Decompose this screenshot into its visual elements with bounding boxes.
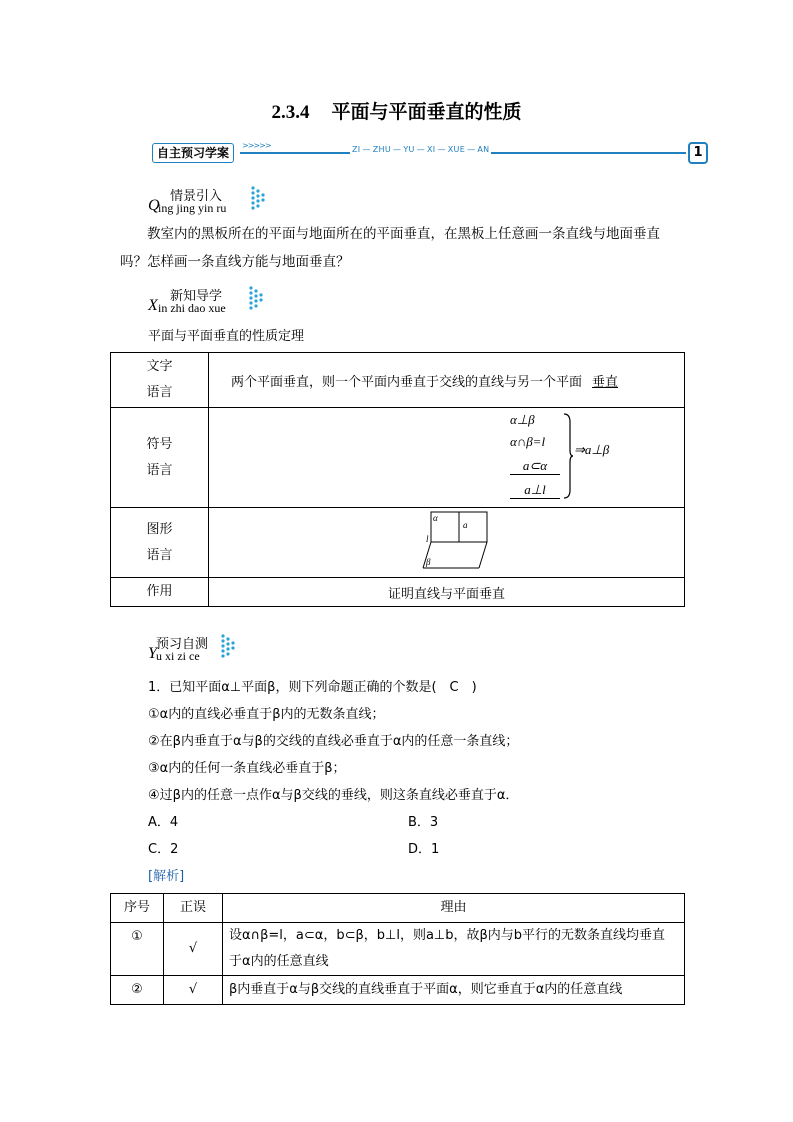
- header-reason: 理由: [223, 894, 685, 923]
- row-label: 文字 语言: [111, 353, 209, 408]
- answer-blank: 垂直: [592, 374, 619, 390]
- option-a: A．4: [148, 815, 179, 830]
- condition-3: a⊂α: [510, 458, 560, 475]
- title-number: 2.3.4: [271, 102, 310, 123]
- section-heading-yuxi: [148, 633, 288, 663]
- question-stem: 1．已知平面α⊥平面β，则下列命题正确的个数是( C ): [148, 680, 477, 695]
- chevron-triangle-icon: [220, 633, 238, 661]
- row-no: ①: [111, 923, 164, 976]
- figure-cell: [209, 508, 685, 578]
- line-l-label: l: [426, 533, 429, 544]
- section-initial: Y: [148, 645, 157, 662]
- condition-4: a⊥l: [510, 482, 560, 499]
- analysis-label: [解析]: [148, 869, 185, 884]
- options-row-1: [148, 809, 688, 836]
- right-brace-icon: [562, 412, 574, 500]
- line-a-label: a: [463, 519, 468, 530]
- row-reason: β内垂直于α与β交线的直线垂直于平面α，则它垂直于α内的任意直线: [223, 976, 685, 1005]
- row-reason: 设α∩β=l，a⊂α，b⊂β，b⊥l，则a⊥b，故β内与b平行的无数条直线均垂直于α内的任意直线: [223, 923, 685, 976]
- theorem-table: [110, 352, 685, 607]
- intro-paragraph: 教室内的黑板所在的平面与地面所在的平面垂直，在黑板上任意画一条直线与地面垂直吗？怎样画一条直线方能与地面垂直？: [120, 226, 660, 270]
- statement-4: ④过β内的任意一点作α与β交线的垂线，则这条直线必垂直于α．: [148, 788, 519, 803]
- word-statement: 两个平面垂直，则一个平面内垂直于交线的直线与另一个平面 垂直: [209, 353, 685, 408]
- table-row: [111, 508, 685, 578]
- page-title: [0, 97, 793, 124]
- table-header-row: [111, 894, 685, 923]
- table-row: [111, 408, 685, 508]
- perpendicular-planes-figure: [417, 510, 517, 576]
- statement-3: ③α内的任何一条直线必垂直于β；: [148, 761, 346, 776]
- chevron-triangle-icon: [248, 285, 266, 313]
- table-row: [111, 578, 685, 607]
- banner-arrows: >>>>>: [242, 141, 271, 150]
- section-heading-qingjing: [148, 185, 288, 215]
- row-mark: √: [164, 923, 223, 976]
- theorem-title: 平面与平面垂直的性质定理: [148, 329, 305, 344]
- section-pinyin: in zhi dao xue: [158, 301, 226, 315]
- option-b: B．3: [408, 815, 439, 830]
- section-heading-xinzhi: [148, 285, 288, 315]
- section-label: 情景引入: [170, 189, 223, 204]
- section-label: 新知导学: [170, 289, 223, 304]
- condition-2: α∩β=l: [510, 433, 546, 449]
- header-no: 序号: [111, 894, 164, 923]
- chevron-triangle-icon: [250, 185, 268, 213]
- table-row: [111, 976, 685, 1005]
- row-mark: √: [164, 976, 223, 1005]
- statement-1: ①α内的直线必垂直于β内的无数条直线；: [148, 707, 385, 722]
- section-banner: [152, 141, 708, 165]
- section-pinyin: ing jing yin ru: [158, 201, 227, 215]
- analysis-table: [110, 893, 685, 1005]
- row-label: 图形 语言: [111, 508, 209, 578]
- usage-text: 证明直线与平面垂直: [209, 578, 685, 607]
- option-c: C．2: [148, 842, 179, 857]
- banner-pinyin: ZI — ZHU — YU — XI — XUE — AN: [352, 145, 490, 154]
- section-initial: X: [148, 297, 158, 314]
- conclusion: ⇒a⊥β: [574, 441, 610, 457]
- section-initial: Q: [148, 197, 160, 214]
- section-label: 预习自测: [156, 637, 209, 652]
- header-mark: 正误: [164, 894, 223, 923]
- section-pinyin: u xi zi ce: [156, 649, 200, 663]
- statement-2: ②在β内垂直于α与β的交线的直线必垂直于α内的任意一条直线；: [148, 734, 519, 749]
- row-label: 符号 语言: [111, 408, 209, 508]
- alpha-label: α: [433, 512, 438, 523]
- row-label: 作用: [111, 578, 209, 607]
- option-d: D．1: [408, 842, 440, 857]
- beta-label: β: [426, 556, 431, 567]
- title-text: 平面与平面垂直的性质: [331, 101, 522, 123]
- banner-label: 自主预习学案: [152, 143, 234, 163]
- options-row-2: [148, 836, 688, 863]
- table-row: [111, 353, 685, 408]
- banner-number: 1: [688, 142, 708, 164]
- row-no: ②: [111, 976, 164, 1005]
- table-row: [111, 923, 685, 976]
- symbol-statement: [209, 408, 685, 508]
- condition-1: α⊥β: [510, 411, 535, 427]
- question-block: [148, 674, 688, 890]
